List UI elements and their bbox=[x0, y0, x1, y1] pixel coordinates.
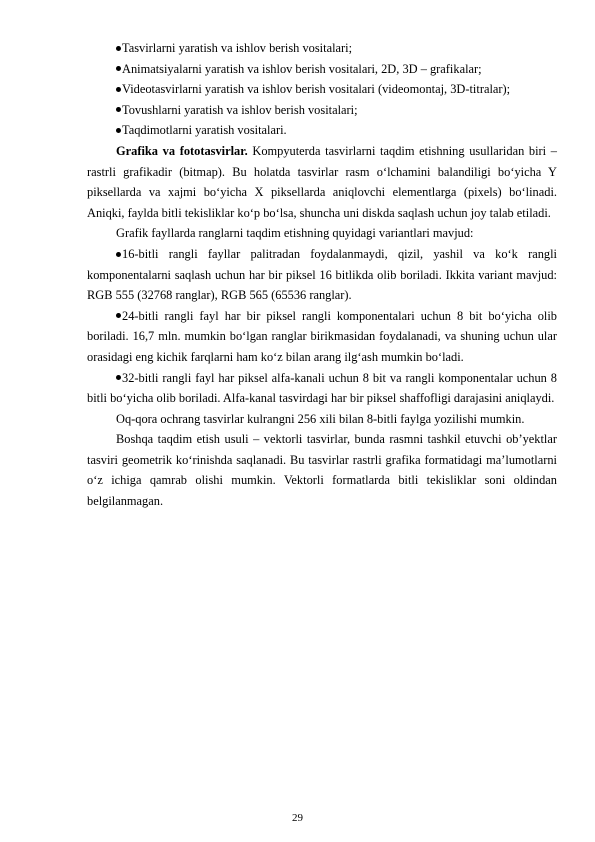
paragraph bbox=[87, 429, 557, 511]
bullet-icon bbox=[116, 252, 121, 257]
bullet-text: Tovushlarni yaratish va ishlov berish vositalari; bbox=[122, 102, 358, 117]
page-number: 29 bbox=[292, 812, 303, 824]
bullet-text: Tasvirlarni yaratish va ishlov berish vositalari; bbox=[122, 41, 353, 55]
bullet-item bbox=[87, 59, 557, 80]
bullet-item bbox=[87, 306, 557, 368]
bullet-item bbox=[87, 79, 557, 100]
bullet-item bbox=[87, 120, 557, 141]
bullet-icon bbox=[116, 87, 121, 92]
paragraph-text: Kompyuterda tasvirlarni taqdim etishning usullaridan biri – rastrli grafikadir (bitmap). Bu holatda tasvirlar rasm o‘lchamini balandiligi bo‘yicha Y piksellarda va xajmi bo‘yicha X piksellarda aniqlovchi elementlarga (pixels) bo‘linadi. Aniqki, faylda bitli tekisliklar ko‘p bo‘lsa, shuncha uni diskda saqlash uchun joy talab etiladi. bbox=[87, 143, 557, 220]
bullet-icon bbox=[116, 46, 121, 51]
bullet-icon bbox=[116, 128, 121, 133]
bullet-icon bbox=[116, 375, 121, 380]
paragraph-text: Grafik fayllarda ranglarni taqdim etishning quyidagi variantlari mavjud: bbox=[116, 226, 474, 241]
bullet-item bbox=[87, 38, 557, 59]
paragraph-graphics bbox=[87, 141, 557, 223]
bullet-item bbox=[87, 244, 557, 306]
bullet-text: Taqdimotlarni yaratish vositalari. bbox=[122, 123, 287, 138]
bullet-icon bbox=[116, 107, 121, 112]
section-lead-heading: Grafika va fototasvirlar. bbox=[116, 143, 248, 158]
bullet-text: Animatsiyalarni yaratish va ishlov berish vositalari, 2D, 3D – grafikalar; bbox=[122, 61, 482, 76]
bullet-icon bbox=[116, 66, 121, 71]
paragraph bbox=[87, 223, 557, 244]
paragraph-text: Oq-qora ochrang tasvirlar kulrangni 256 xili bilan 8-bitli faylga yozilishi mumkin. bbox=[116, 411, 525, 426]
bullet-icon bbox=[116, 313, 121, 318]
paragraph bbox=[87, 409, 557, 430]
bullet-text: 16-bitli rangli fayllar palitradan foydalanmaydi, qizil, yashil va ko‘k rangli komponentalarni saqlash uchun har bir piksel 16 bitlikda olib boriladi. Ikkita variant mavjud: RGB 555 (32768 ranglar), RGB 565 (65536 ranglar). bbox=[87, 246, 557, 303]
bullet-text: 24-bitli rangli fayl har bir piksel rangli komponentalari uchun 8 bit bo‘yicha olib boriladi. 16,7 mln. mumkin bo‘lgan ranglar birikmasidan foydalanadi, va shuning uchun ular orasidagi eng kichik farqlarni ham ko‘z bilan arang ilg‘ash mumkin bo‘ladi. bbox=[87, 308, 557, 364]
bullet-text: Videotasvirlarni yaratish va ishlov berish vositalari (videomontaj, 3D-titralar); bbox=[122, 82, 511, 97]
bullet-item bbox=[87, 368, 557, 409]
bullet-item bbox=[87, 100, 557, 121]
page-body bbox=[87, 38, 557, 512]
paragraph-text: Boshqa taqdim etish usuli – vektorli tasvirlar, bunda rasmni tashkil etuvchi ob’yektlar tasviri geometrik ko‘rinishda saqlanadi. Bu tasvirlar rastrli grafika formatidagi ma’lumotlarni o‘z ichiga qamrab olishi mumkin. Vektorli formatlarda bitli tekisliklar soni oldindan belgilanmagan. bbox=[87, 432, 557, 509]
bullet-text: 32-bitli rangli fayl har piksel alfa-kanali uchun 8 bit va rangli komponentalar uchun 8 bitli bo‘yicha olib boriladi. Alfa-kanal tasvirdagi har bir piksel shaffofligi darajasini aniqlaydi. bbox=[87, 370, 557, 406]
